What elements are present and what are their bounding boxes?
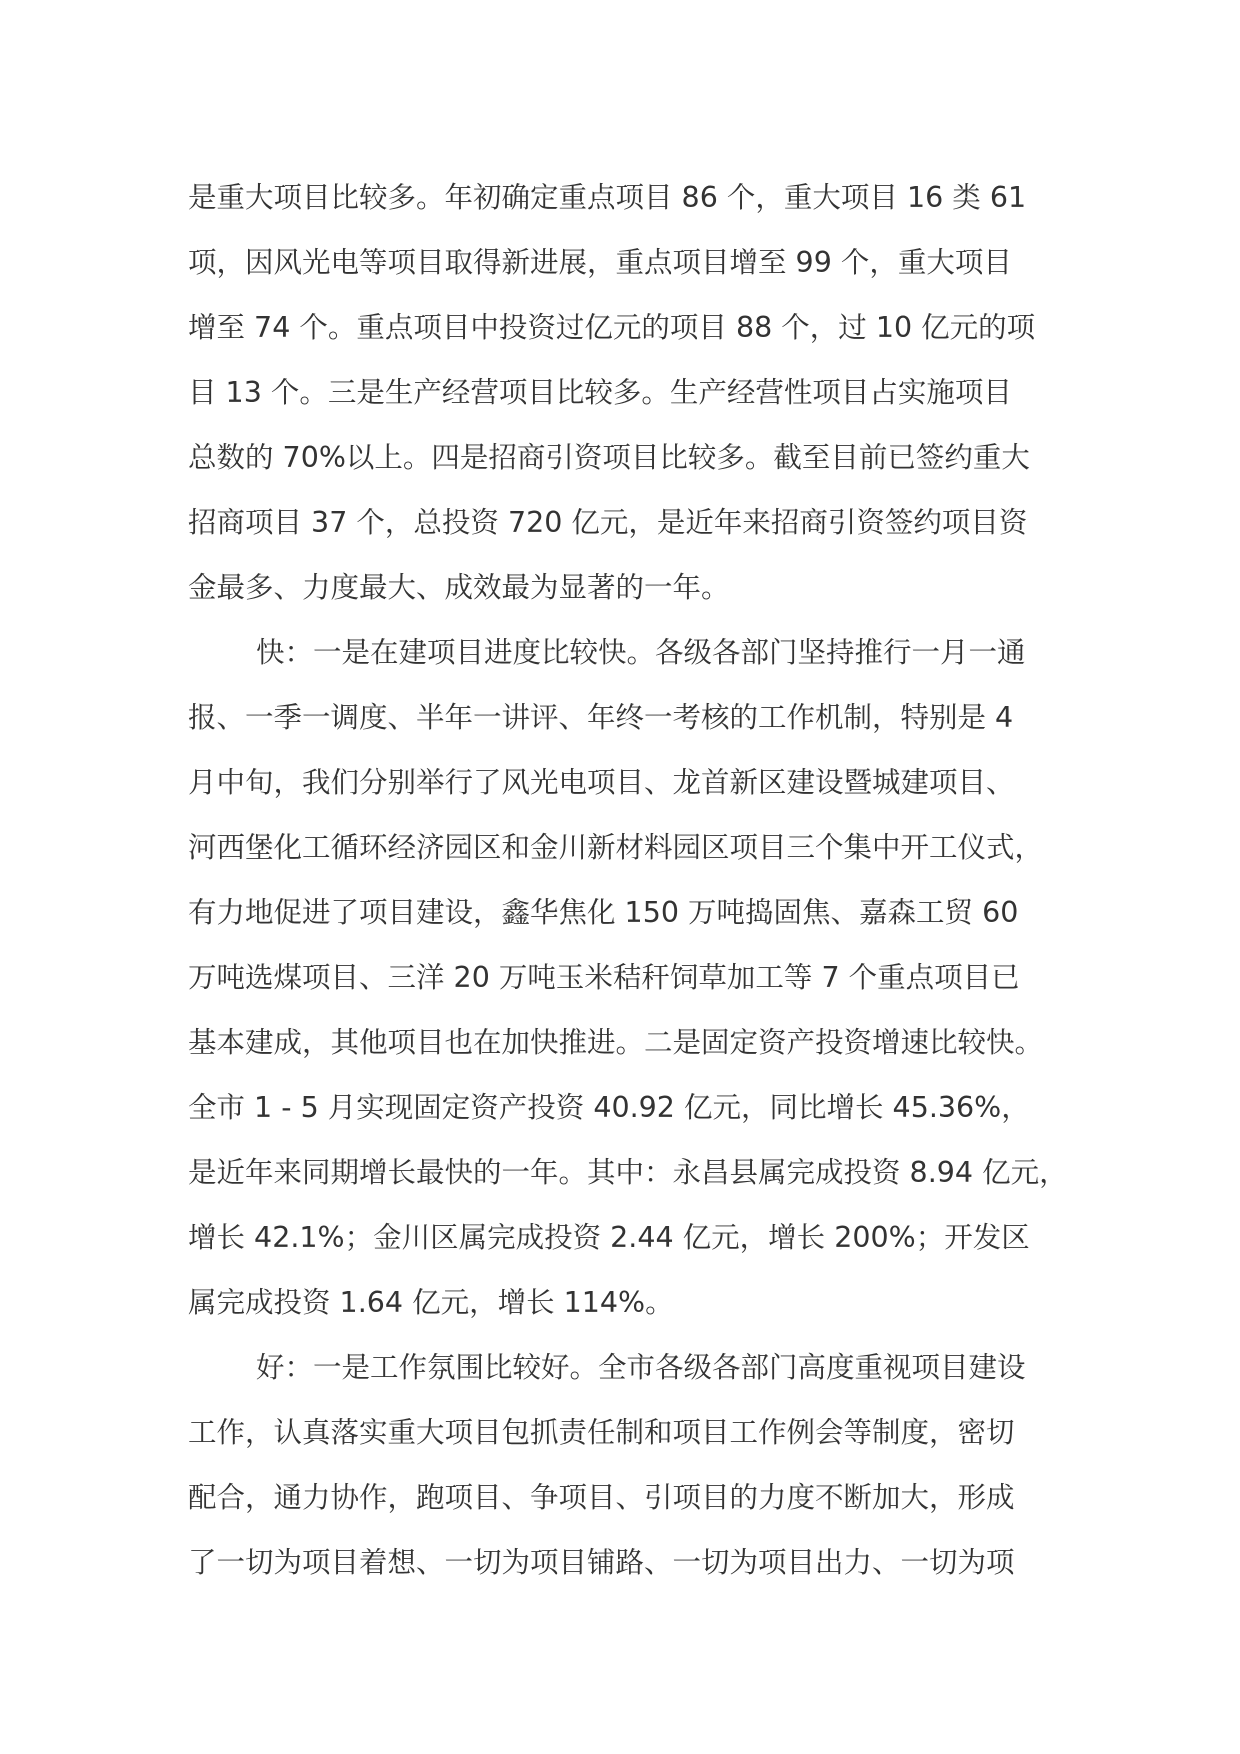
text-line: 属完成投资 1.64 亿元，增长 114%。 bbox=[188, 1286, 674, 1319]
text-line: 是近年来同期增长最快的一年。其中：永昌县属完成投资 8.94 亿元， bbox=[188, 1156, 1068, 1189]
text-line: 好：一是工作氛围比较好。全市各级各部门高度重视项目建设 bbox=[256, 1351, 1026, 1384]
text-line: 基本建成，其他项目也在加快推进。二是固定资产投资增速比较快。 bbox=[188, 1026, 1044, 1059]
text-line: 增长 42.1%；金川区属完成投资 2.44 亿元，增长 200%；开发区 bbox=[188, 1221, 1030, 1254]
text-line: 了一切为项目着想、一切为项目铺路、一切为项目出力、一切为项 bbox=[188, 1546, 1015, 1579]
text-line: 是重大项目比较多。年初确定重点项目 86 个，重大项目 16 类 61 bbox=[188, 181, 1027, 214]
text-line: 河西堡化工循环经济园区和金川新材料园区项目三个集中开工仪式， bbox=[188, 831, 1044, 864]
text-line: 目 13 个。三是生产经营项目比较多。生产经营性项目占实施项目 bbox=[188, 376, 1012, 409]
text-line: 有力地促进了项目建设，鑫华焦化 150 万吨捣固焦、嘉森工贸 60 bbox=[188, 896, 1019, 929]
text-line: 工作，认真落实重大项目包抓责任制和项目工作例会等制度，密切 bbox=[188, 1416, 1015, 1449]
text-line: 月中旬，我们分别举行了风光电项目、龙首新区建设暨城建项目、 bbox=[188, 766, 1015, 799]
text-line: 项，因风光电等项目取得新进展，重点项目增至 99 个，重大项目 bbox=[188, 246, 1012, 279]
text-line: 报、一季一调度、半年一讲评、年终一考核的工作机制，特别是 4 bbox=[188, 701, 1014, 734]
body-text bbox=[188, 172, 1088, 1602]
text-line: 全市 1 - 5 月实现固定资产投资 40.92 亿元，同比增长 45.36%， bbox=[188, 1091, 1030, 1124]
text-line: 快：一是在建项目进度比较快。各级各部门坚持推行一月一通 bbox=[256, 636, 1026, 669]
text-line: 招商项目 37 个，总投资 720 亿元，是近年来招商引资签约项目资 bbox=[188, 506, 1028, 539]
text-line: 万吨选煤项目、三洋 20 万吨玉米秸秆饲草加工等 7 个重点项目已 bbox=[188, 961, 1020, 994]
text-line: 总数的 70%以上。四是招商引资项目比较多。截至目前已签约重大 bbox=[188, 441, 1030, 474]
text-line: 配合，通力协作，跑项目、争项目、引项目的力度不断加大，形成 bbox=[188, 1481, 1015, 1514]
text-line: 增至 74 个。重点项目中投资过亿元的项目 88 个，过 10 亿元的项 bbox=[188, 311, 1036, 344]
text-line: 金最多、力度最大、成效最为显著的一年。 bbox=[188, 571, 730, 604]
